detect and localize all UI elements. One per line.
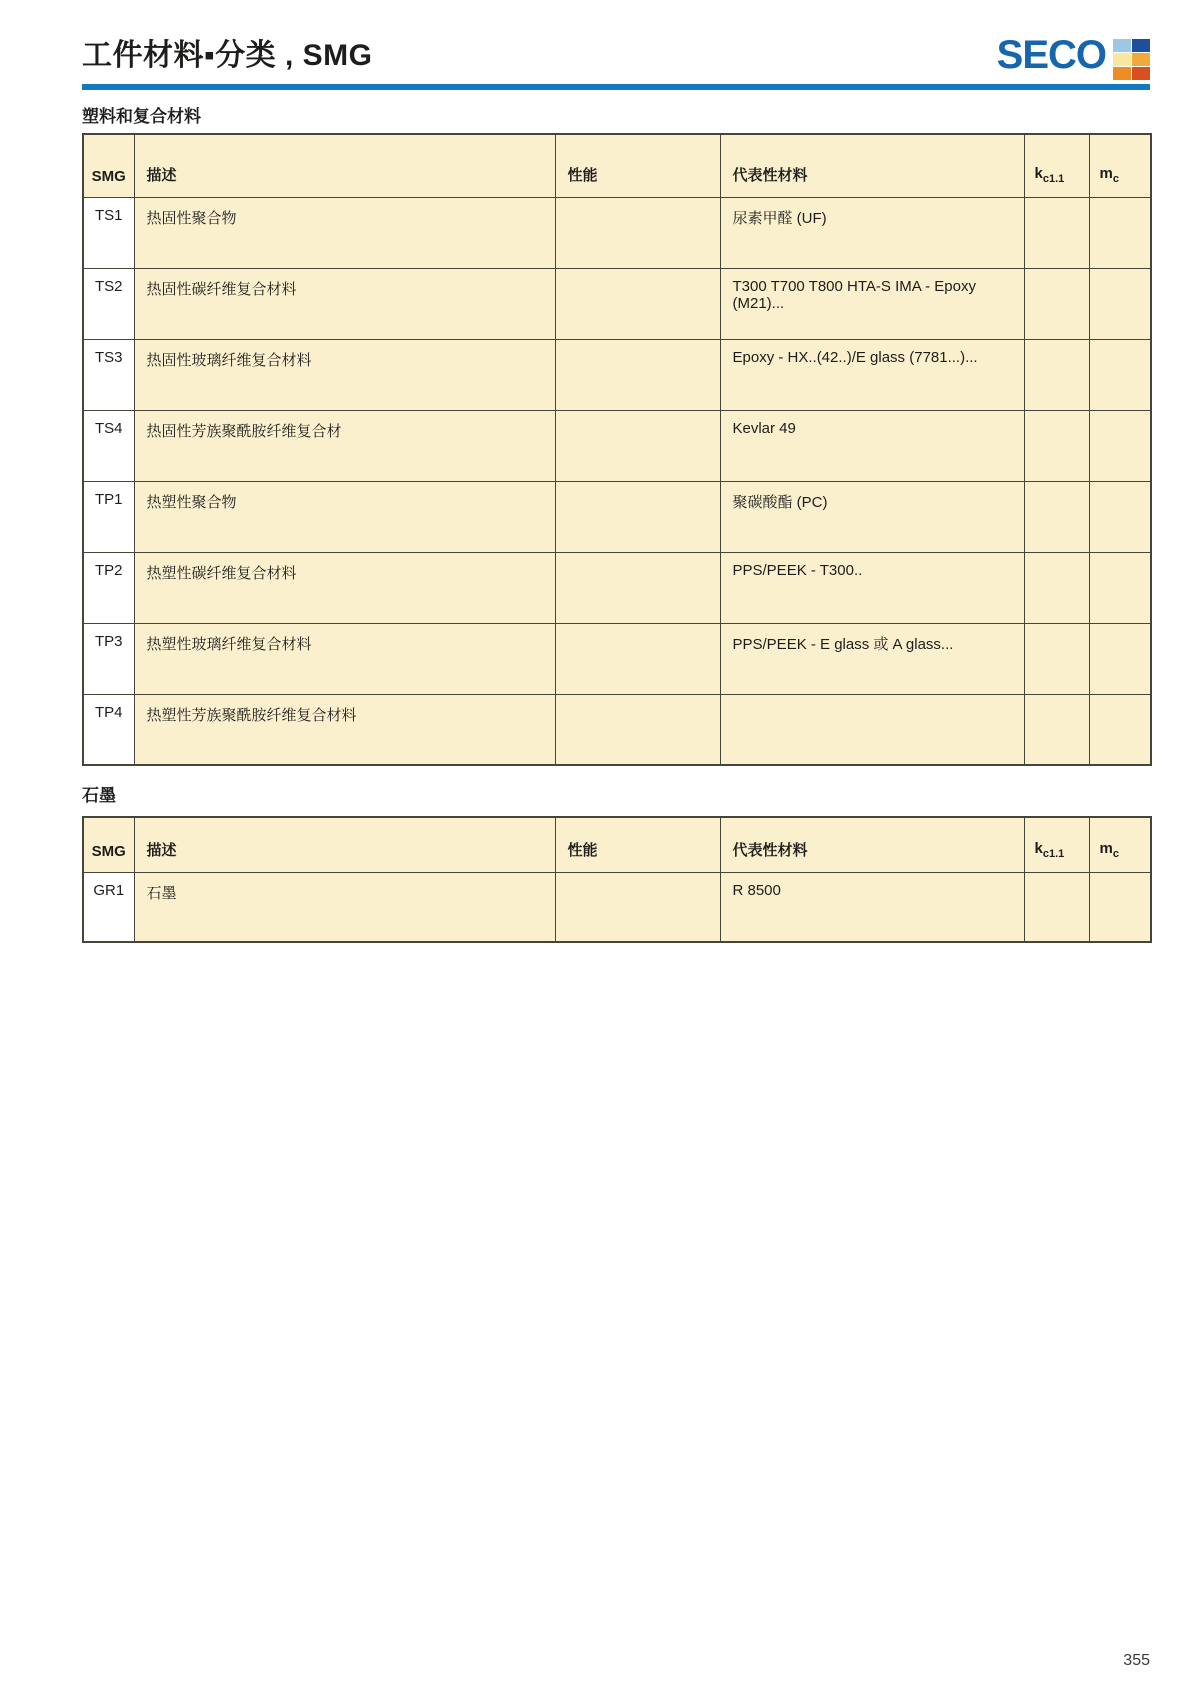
- row-kc11: [1024, 339, 1089, 410]
- row-kc11: [1024, 197, 1089, 268]
- column-header-kc11: [1024, 134, 1089, 197]
- row-performance: [555, 268, 720, 339]
- mc-base: m: [1099, 164, 1113, 182]
- row-representative: Kevlar 49: [720, 410, 1024, 481]
- row-description: 热塑性玻璃纤维复合材料: [134, 623, 555, 694]
- section-heading-plastics: 塑料和复合材料: [82, 107, 201, 126]
- row-kc11: [1024, 268, 1089, 339]
- row-mc: [1089, 872, 1151, 942]
- logo-square-icon: [1113, 39, 1131, 52]
- row-representative: 尿素甲醛 (UF): [720, 197, 1024, 268]
- row-kc11: [1024, 552, 1089, 623]
- row-code: TS2: [83, 268, 134, 339]
- row-code: TS4: [83, 410, 134, 481]
- row-mc: [1089, 339, 1151, 410]
- row-performance: [555, 872, 720, 942]
- seco-logo-mark-icon: [1113, 39, 1150, 80]
- row-description: 热固性玻璃纤维复合材料: [134, 339, 555, 410]
- row-code: TS1: [83, 197, 134, 268]
- column-header-representative-materials: 代表性材料: [720, 817, 1024, 872]
- table-header-row: [83, 134, 1151, 197]
- row-representative: Epoxy - HX..(42..)/E glass (7781...)...: [720, 339, 1024, 410]
- row-description: 石墨: [134, 872, 555, 942]
- row-kc11: [1024, 410, 1089, 481]
- header-divider: [82, 84, 1150, 90]
- row-code: TP2: [83, 552, 134, 623]
- page-number: 355: [1123, 1652, 1150, 1669]
- table-row: [83, 872, 1151, 942]
- logo-square-icon: [1113, 67, 1131, 80]
- row-mc: [1089, 197, 1151, 268]
- table-row: [83, 481, 1151, 552]
- row-representative: 聚碳酸酯 (PC): [720, 481, 1024, 552]
- logo-square-icon: [1113, 53, 1131, 66]
- column-header-description: 描述: [134, 817, 555, 872]
- column-header-kc11: [1024, 817, 1089, 872]
- logo-square-icon: [1132, 67, 1150, 80]
- page-header: [82, 34, 1150, 84]
- table-header-row: [83, 817, 1151, 872]
- table-row: [83, 410, 1151, 481]
- column-header-smg: SMG: [83, 817, 134, 872]
- row-performance: [555, 197, 720, 268]
- row-code: TP4: [83, 694, 134, 765]
- row-kc11: [1024, 623, 1089, 694]
- table-row: [83, 339, 1151, 410]
- table-row: [83, 552, 1151, 623]
- kc-subscript: c1.1: [1042, 172, 1065, 185]
- row-mc: [1089, 552, 1151, 623]
- row-mc: [1089, 268, 1151, 339]
- materials-table-graphite: [82, 816, 1152, 943]
- row-representative: [720, 694, 1024, 765]
- seco-logo-text: SECO: [996, 33, 1106, 77]
- row-code: TP3: [83, 623, 134, 694]
- row-kc11: [1024, 481, 1089, 552]
- row-description: 热塑性聚合物: [134, 481, 555, 552]
- row-performance: [555, 552, 720, 623]
- logo-square-icon: [1132, 39, 1150, 52]
- row-code: GR1: [83, 872, 134, 942]
- column-header-smg: SMG: [83, 134, 134, 197]
- column-header-mc: [1089, 134, 1151, 197]
- mc-base: m: [1099, 839, 1113, 857]
- row-representative: PPS/PEEK - E glass 或 A glass...: [720, 623, 1024, 694]
- mc-subscript: c: [1112, 172, 1119, 185]
- row-performance: [555, 694, 720, 765]
- row-representative: T300 T700 T800 HTA-S IMA - Epoxy (M21)...: [720, 268, 1024, 339]
- row-mc: [1089, 623, 1151, 694]
- row-description: 热固性聚合物: [134, 197, 555, 268]
- row-kc11: [1024, 694, 1089, 765]
- column-header-performance: 性能: [555, 134, 720, 197]
- row-performance: [555, 481, 720, 552]
- row-mc: [1089, 410, 1151, 481]
- logo-square-icon: [1132, 53, 1150, 66]
- row-kc11: [1024, 872, 1089, 942]
- mc-subscript: c: [1112, 847, 1119, 860]
- row-representative: PPS/PEEK - T300..: [720, 552, 1024, 623]
- section-heading-graphite: 石墨: [82, 786, 116, 805]
- row-representative: R 8500: [720, 872, 1024, 942]
- row-description: 热塑性芳族聚酰胺纤维复合材料: [134, 694, 555, 765]
- row-mc: [1089, 694, 1151, 765]
- table-row: [83, 623, 1151, 694]
- row-performance: [555, 410, 720, 481]
- row-performance: [555, 623, 720, 694]
- column-header-performance: 性能: [555, 817, 720, 872]
- column-header-representative-materials: 代表性材料: [720, 134, 1024, 197]
- seco-logo: [996, 33, 1150, 80]
- materials-table-plastics: [82, 133, 1152, 766]
- kc-base: k: [1034, 164, 1043, 182]
- kc-subscript: c1.1: [1042, 847, 1065, 860]
- row-performance: [555, 339, 720, 410]
- row-mc: [1089, 481, 1151, 552]
- row-code: TS3: [83, 339, 134, 410]
- row-description: 热固性芳族聚酰胺纤维复合材: [134, 410, 555, 481]
- column-header-description: 描述: [134, 134, 555, 197]
- table-row: [83, 268, 1151, 339]
- row-description: 热固性碳纤维复合材料: [134, 268, 555, 339]
- table-row: [83, 197, 1151, 268]
- column-header-mc: [1089, 817, 1151, 872]
- table-row: [83, 694, 1151, 765]
- kc-base: k: [1034, 839, 1043, 857]
- row-description: 热塑性碳纤维复合材料: [134, 552, 555, 623]
- page-title: 工件材料▪分类 , SMG: [82, 39, 373, 72]
- row-code: TP1: [83, 481, 134, 552]
